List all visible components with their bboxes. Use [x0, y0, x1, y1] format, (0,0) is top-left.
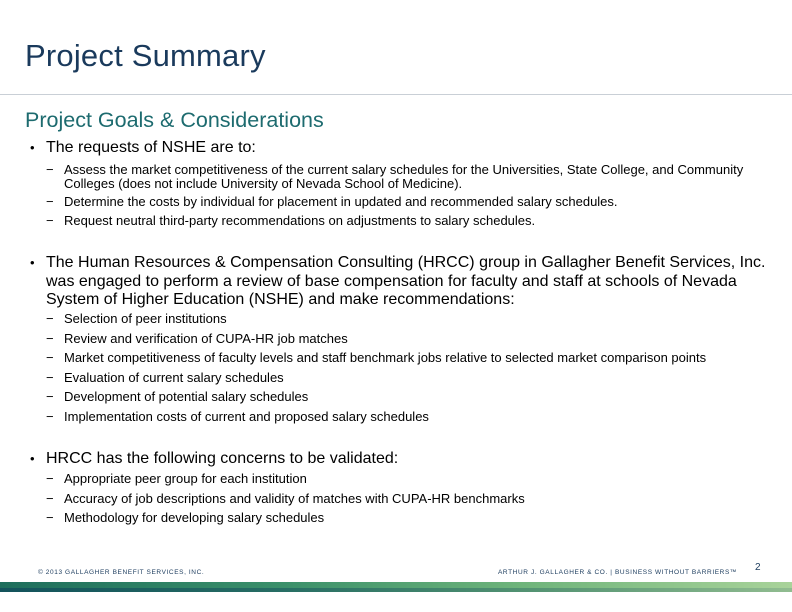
list-item: − Development of potential salary schedules	[46, 389, 309, 404]
list-item: − Selection of peer institutions	[46, 311, 227, 326]
dash-icon: −	[46, 369, 54, 385]
dash-icon: −	[46, 389, 54, 404]
bullet-nshe-requests	[30, 139, 770, 158]
dash-icon: −	[46, 471, 54, 486]
list-item: − Review and verification of CUPA-HR job matches	[46, 330, 348, 346]
dash-icon: −	[46, 510, 54, 525]
dash-icon: −	[46, 194, 54, 209]
bullet-text: HRCC has the following concerns to be validated:	[46, 450, 399, 467]
bullet-dot-icon: •	[30, 451, 35, 466]
list-item: − Methodology for developing salary schedules	[46, 510, 325, 525]
footer-copyright: © 2013 GALLAGHER BENEFIT SERVICES, INC.	[38, 569, 205, 576]
list-item: − Request neutral third-party recommendations on adjustments to salary schedules.	[46, 212, 536, 228]
hrcc-concerns-list	[46, 472, 766, 525]
list-item: − Evaluation of current salary schedules	[46, 369, 284, 385]
footer-color-bar-shade	[0, 588, 792, 592]
list-item: − Accuracy of job descriptions and validity of matches with CUPA-HR benchmarks	[46, 490, 525, 506]
list-item: − Assess the market competitiveness of the current salary schedules for the Universities, State College, and Community Colleges (does not include University of Nevada School of Medicine).	[46, 162, 744, 191]
bullet-hrcc-concerns	[30, 450, 770, 469]
dash-icon: −	[46, 350, 54, 365]
hrcc-scope-list	[46, 312, 766, 423]
dash-icon: −	[46, 330, 54, 346]
bullet-dot-icon: •	[30, 140, 35, 155]
section-heading: Project Goals & Considerations	[25, 108, 324, 132]
footer-brand-tagline: ARTHUR J. GALLAGHER & CO. | BUSINESS WITHOUT BARRIERS™	[498, 569, 737, 576]
dash-icon: −	[46, 408, 54, 424]
bullet-dot-icon: •	[30, 255, 35, 270]
title-divider	[0, 94, 792, 95]
dash-icon: −	[46, 162, 54, 177]
page-number: 2	[755, 562, 761, 573]
dash-icon: −	[46, 311, 54, 326]
nshe-requests-list	[46, 163, 766, 227]
bullet-text: The requests of NSHE are to:	[46, 139, 256, 156]
bullet-hrcc-engagement	[30, 254, 770, 310]
list-item: − Market competitiveness of faculty levels and staff benchmark jobs relative to selected market comparison points	[46, 350, 707, 365]
list-item: − Appropriate peer group for each institution	[46, 471, 307, 486]
dash-icon: −	[46, 490, 54, 506]
list-item: − Determine the costs by individual for placement in updated and recommended salary schedules.	[46, 194, 618, 209]
page-title: Project Summary	[25, 38, 266, 73]
bullet-text: The Human Resources & Compensation Consulting (HRCC) group in Gallagher Benefit Services, Inc. was engaged to perform a review of base compensation for faculty and staff at schools of Nevada System of Higher Education (NSHE) and make recommendations:	[46, 254, 766, 308]
list-item: − Implementation costs of current and proposed salary schedules	[46, 408, 429, 424]
dash-icon: −	[46, 212, 54, 228]
